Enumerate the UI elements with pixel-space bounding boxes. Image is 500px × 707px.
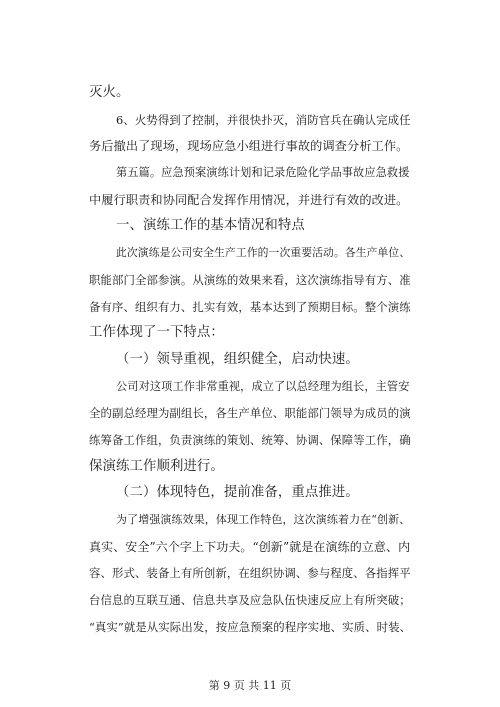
text-line: 灭火。 [89, 85, 130, 100]
document-body [89, 86, 411, 646]
text-line: 职能部门全部参演。从演练的效果来看，这次演练指导有方、准 [89, 272, 411, 287]
text-line: 公司对这项工作非常重视，成立了以总经理为组长，主管安 [116, 379, 410, 393]
text-line: 此次演练是公司安全生产工作的一次重要活动。各生产单位、 [116, 246, 411, 260]
text-line: 为了增强演练效果，体现工作特色，这次演练着力在“创新、 [116, 513, 411, 526]
text-line: 备有序、组织有力、扎实有效，基本达到了预期目标。整个演练 [89, 299, 411, 314]
text-line: “真实”就是从实际出发，按应急预案的程序实地、实质、时装、 [89, 619, 412, 634]
text-line: 练筹备工作组，负责演练的策划、统筹、协调、保障等工作，确 [89, 432, 411, 447]
text-line: 第五篇。应急预案演练计划和记录危险化学品事故应急救援 [116, 166, 410, 180]
text-line: 保演练工作顺利进行。 [89, 458, 224, 474]
subsection-heading: （二）体现特色，提前准备，重点推进。 [116, 485, 359, 501]
text-line: 工作体现了一下特点： [89, 325, 224, 341]
page-number-footer: 第 9 页 共 11 页 [208, 679, 292, 692]
text-line: 务后撤出了现场，现场应急小组进行事故的调查分析工作。 [89, 139, 409, 154]
text-line: 中履行职责和协同配合发挥作用情况，并进行有效的改进。 [89, 192, 409, 207]
subsection-heading: （一）领导重视，组织健全，启动快速。 [116, 351, 359, 367]
text-line: 6、火势得到了控制，并很快扑灭，消防官兵在确认完成任 [116, 112, 411, 127]
text-line: 台信息的互联互通、信息共享及应急队伍快速反应上有所突破； [89, 593, 411, 608]
text-line: 全的副总经理为副组长，各生产单位、职能部门领导为成员的演 [89, 406, 411, 421]
text-line: 真实、安全”六个字上下功夫。“创新”就是在演练的立意、内 [89, 539, 411, 554]
section-heading: 一、演练工作的基本情况和特点 [116, 218, 305, 234]
text-line: 容、形式、装备上有所创新，在组织协调、参与程度、各指挥平 [89, 566, 411, 581]
